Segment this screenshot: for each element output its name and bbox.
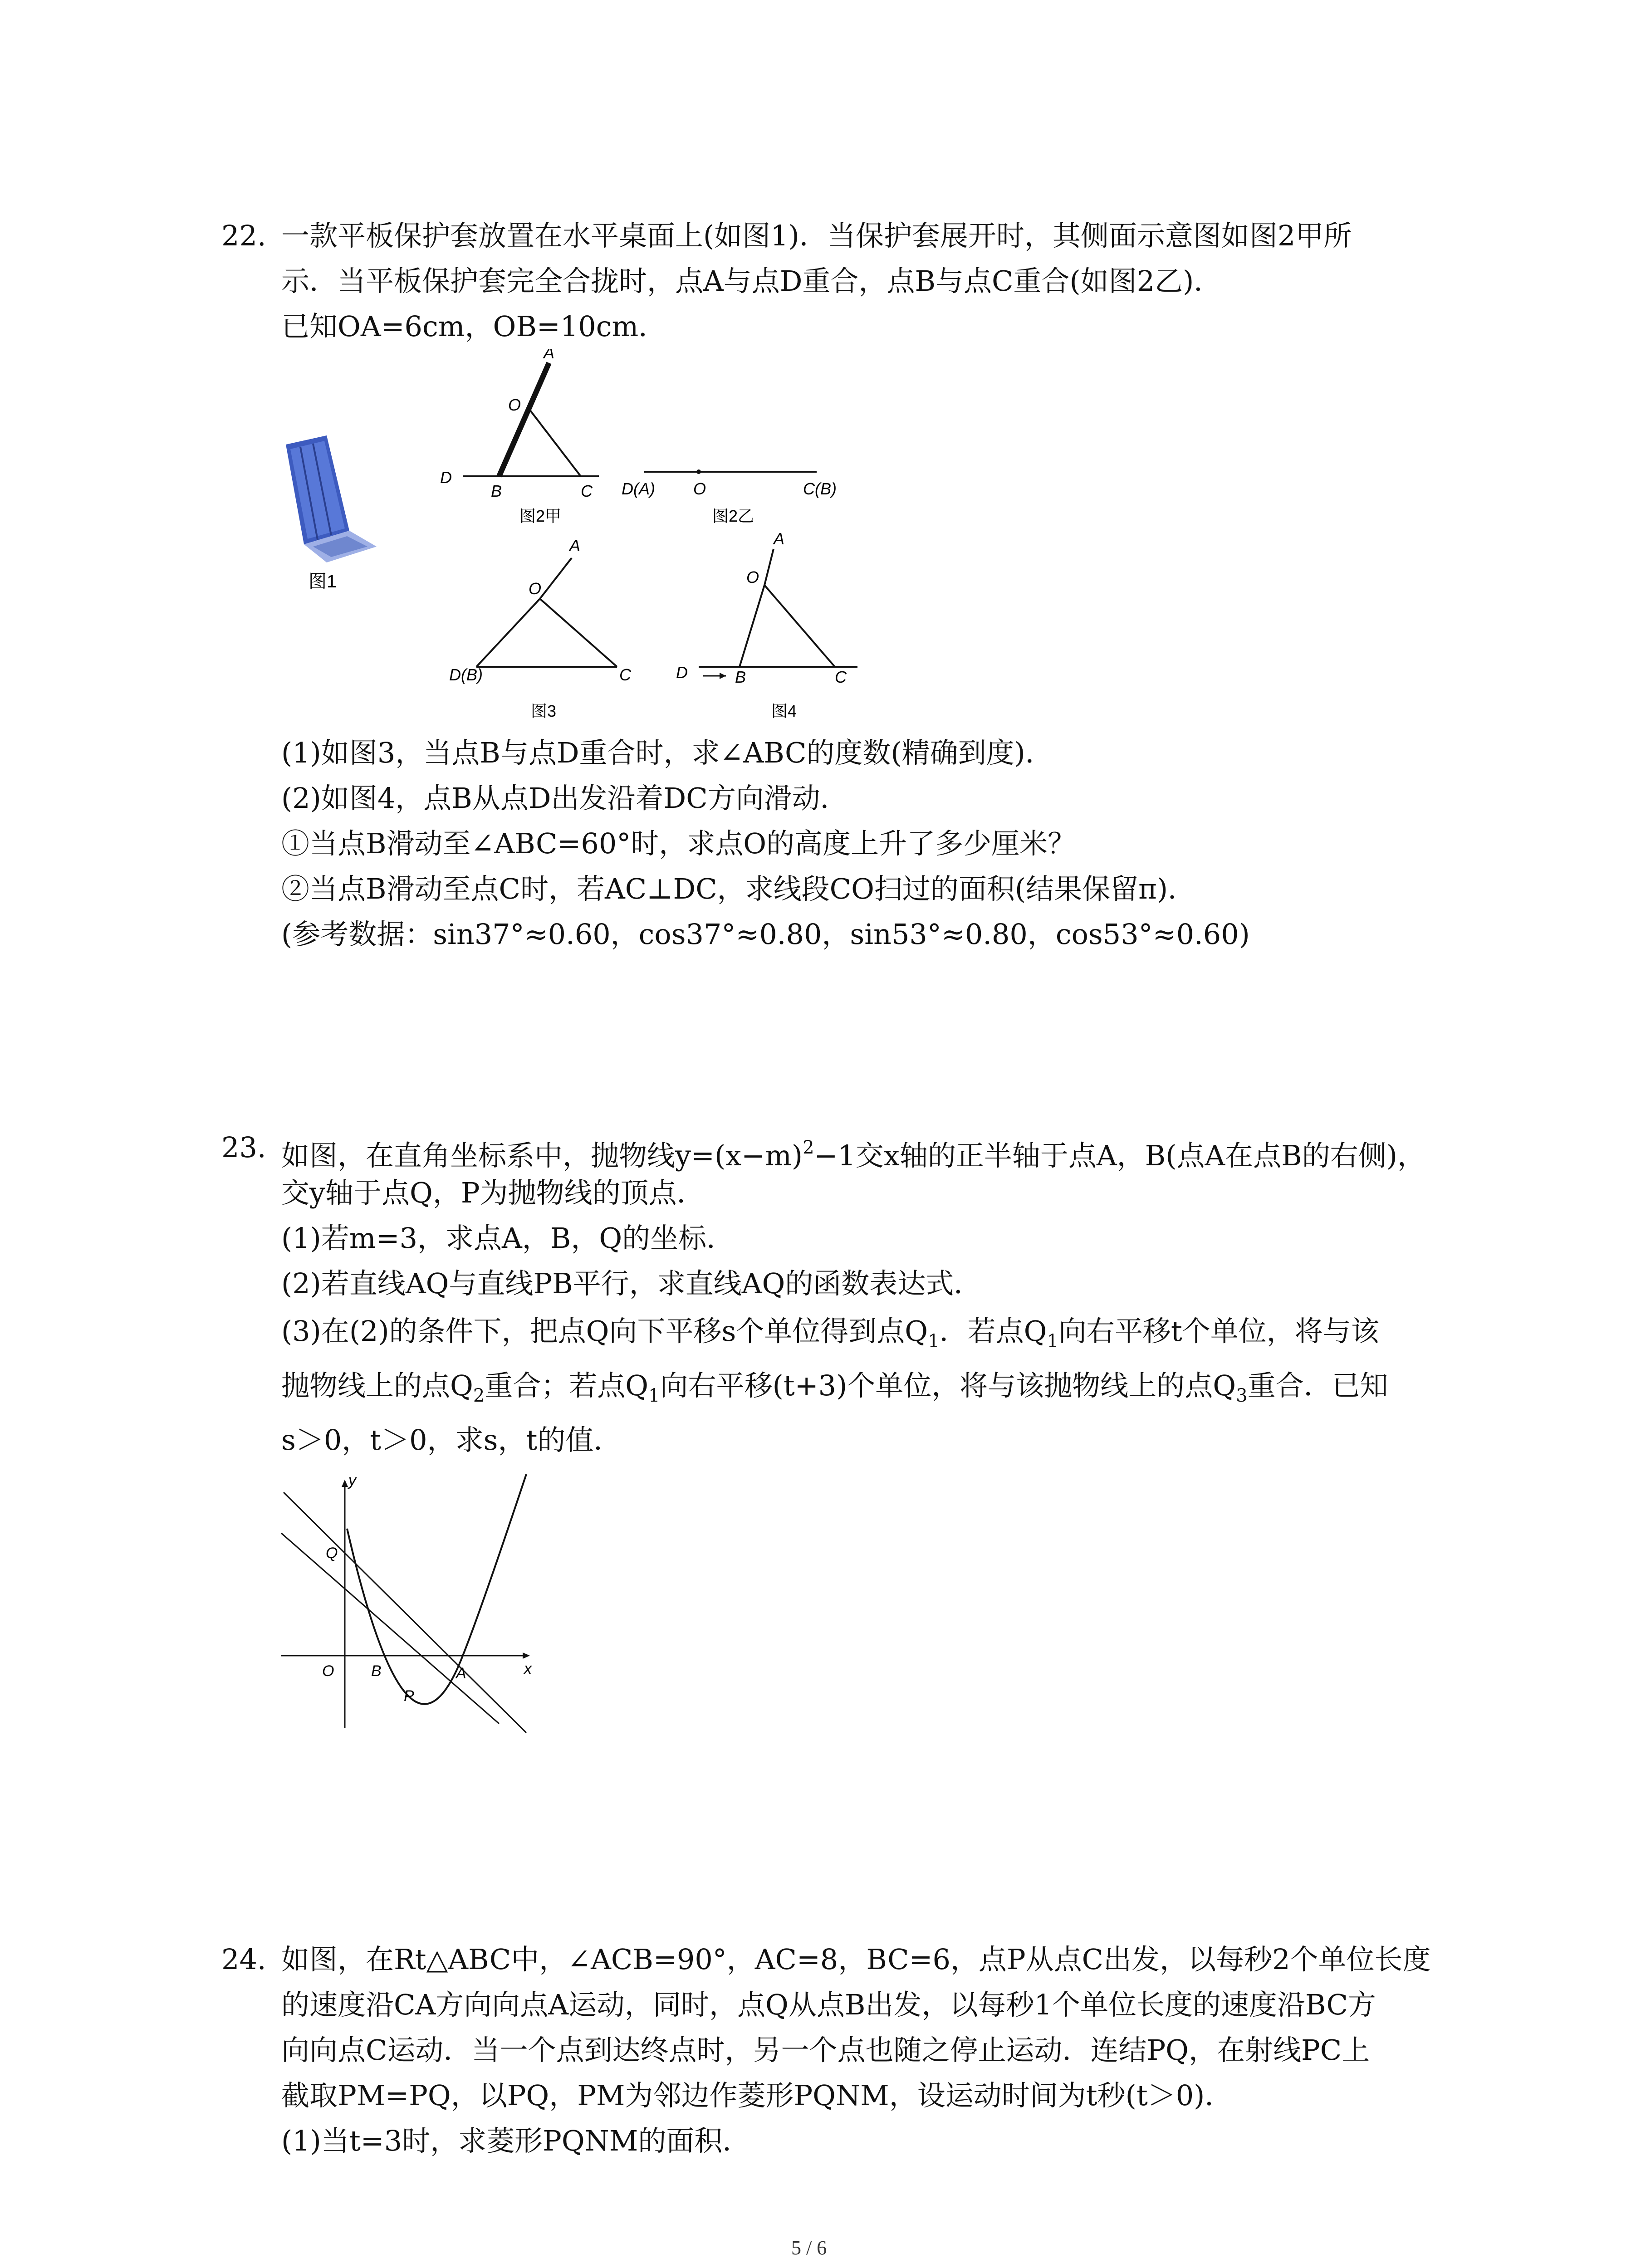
tablet-cover-image: [286, 435, 377, 562]
q22-part-2b: ②当点B滑动至点C时，若AC⊥DC，求线段CO扫过的面积(结果保留π)．: [281, 872, 1196, 905]
q23-number: 23.: [221, 1131, 266, 1164]
q24-line-2: 的速度沿CA方向向点A运动，同时，点Q从点B出发，以每秒1个单位长度的速度沿BC方: [281, 1988, 1376, 2021]
fig2b-label-cb: C(B): [803, 479, 837, 498]
fig2b-label-da: D(A): [622, 479, 655, 498]
fig4-caption: 图4: [771, 702, 797, 720]
graph-label-a: A: [456, 1665, 466, 1682]
fig2a-label-b: B: [491, 482, 502, 500]
graph-label-y: y: [348, 1472, 356, 1489]
figure-3: [436, 531, 658, 721]
q24-line-1: 如图，在Rt△ABC中，∠ACB=90°，AC=8，BC=6，点P从点C出发，以每秒2个单位长度: [281, 1943, 1431, 1976]
q23-p3-sub2: 1: [1047, 1331, 1058, 1352]
q23-graph: [272, 1470, 544, 1742]
q23-p3c: 向右平移t个单位，将与该: [1058, 1315, 1379, 1348]
figure-1: [272, 431, 390, 599]
q23-part-1: (1)若m=3，求点A，B，Q的坐标．: [281, 1222, 735, 1255]
fig2a-label-o: O: [508, 396, 521, 414]
q23-p3a: (3)在(2)的条件下，把点Q向下平移s个单位得到点Q: [281, 1315, 928, 1348]
graph-label-q: Q: [326, 1545, 338, 1562]
fig4-label-c: C: [835, 668, 847, 686]
q22-part-2: (2)如图4，点B从点D出发沿着DC方向滑动．: [281, 782, 848, 815]
q23-p4-sub1: 2: [473, 1385, 485, 1406]
fig1-caption: 图1: [309, 572, 337, 591]
figure-2a: [436, 349, 617, 531]
fig2a-label-a: A: [544, 349, 555, 362]
q23-part-2: (2)若直线AQ与直线PB平行，求直线AQ的函数表达式．: [281, 1267, 982, 1300]
q23-p4d: 重合．已知: [1247, 1369, 1388, 1402]
q24-part-1: (1)当t=3时，求菱形PQNM的面积．: [281, 2124, 751, 2157]
q23-line-1b: −1交x轴的正半轴于点A，B(点A在点B的右侧)，: [814, 1139, 1425, 1172]
fig3-label-o: O: [529, 579, 542, 598]
fig4-label-d: D: [676, 663, 688, 682]
q22-number: 22.: [221, 219, 266, 252]
graph-label-p: P: [404, 1687, 414, 1705]
q23-part-3: [281, 1313, 1379, 1359]
fig4-label-o: O: [746, 568, 759, 587]
fig3-label-a: A: [569, 536, 581, 555]
q23-p4a: 抛物线上的点Q: [281, 1369, 473, 1402]
q23-line-2: 交y轴于点Q，P为抛物线的顶点．: [281, 1176, 705, 1209]
fig4-label-a: A: [774, 529, 785, 548]
q22-line-3: 已知OA=6cm，OB=10cm．: [281, 310, 667, 343]
fig2b-label-o: O: [693, 479, 706, 498]
fig2a-label-d: D: [440, 468, 452, 487]
fig2a-caption: 图2甲: [519, 507, 562, 525]
q23-line-1-sup: 2: [803, 1137, 814, 1158]
fig3-caption: 图3: [531, 702, 557, 720]
q23-line-1: [281, 1129, 1425, 1174]
q23-p4-sub2: 1: [648, 1385, 660, 1406]
fig3-label-c: C: [619, 665, 631, 684]
q24-line-4: 截取PM=PQ，以PQ，PM为邻边作菱形PQNM，设运动时间为t秒(t＞0)．: [281, 2079, 1233, 2112]
graph-label-x: x: [524, 1660, 532, 1677]
graph-label-o: O: [322, 1662, 334, 1680]
page-number: 5 / 6: [791, 2237, 827, 2259]
q23-p3-sub1: 1: [928, 1331, 940, 1352]
q22-part-2a: ①当点B滑动至∠ABC=60°时，求点O的高度上升了多少厘米？: [281, 827, 1076, 860]
q22-line-2: 示．当平板保护套完全合拢时，点A与点D重合，点B与点C重合(如图2乙)．: [281, 264, 1222, 298]
q22-part-1: (1)如图3，当点B与点D重合时，求∠ABC的度数(精确到度)．: [281, 736, 1053, 769]
q23-line-1a: 如图，在直角坐标系中，抛物线y=(x−m): [281, 1139, 803, 1172]
q23-part-3-cont: [281, 1368, 1388, 1414]
q22-line-1: 一款平板保护套放置在水平桌面上(如图1)．当保护套展开时，其侧面示意图如图2甲所: [281, 219, 1352, 252]
fig2a-label-c: C: [581, 482, 593, 500]
q24-line-3: 向向点C运动．当一个点到达终点时，另一个点也随之停止运动．连结PQ，在射线PC上: [281, 2033, 1370, 2067]
q22-reference-data: (参考数据：sin37°≈0.60，cos37°≈0.80，sin53°≈0.80，cos53°≈0.60): [281, 918, 1250, 951]
q24-number: 24.: [221, 1943, 266, 1976]
q23-part-3-end: s＞0，t＞0，求s，t的值．: [281, 1423, 622, 1457]
q23-p4b: 重合；若点Q: [485, 1369, 649, 1402]
fig3-label-db: D(B): [449, 665, 483, 684]
fig2b-caption: 图2乙: [712, 507, 754, 525]
q23-p4-sub3: 3: [1236, 1385, 1248, 1406]
graph-label-b: B: [371, 1662, 382, 1680]
figure-4: [667, 517, 876, 721]
q23-p4c: 向右平移(t+3)个单位，将与该抛物线上的点Q: [660, 1369, 1236, 1402]
fig4-label-b: B: [735, 668, 746, 686]
q23-p3b: ．若点Q: [939, 1315, 1047, 1348]
